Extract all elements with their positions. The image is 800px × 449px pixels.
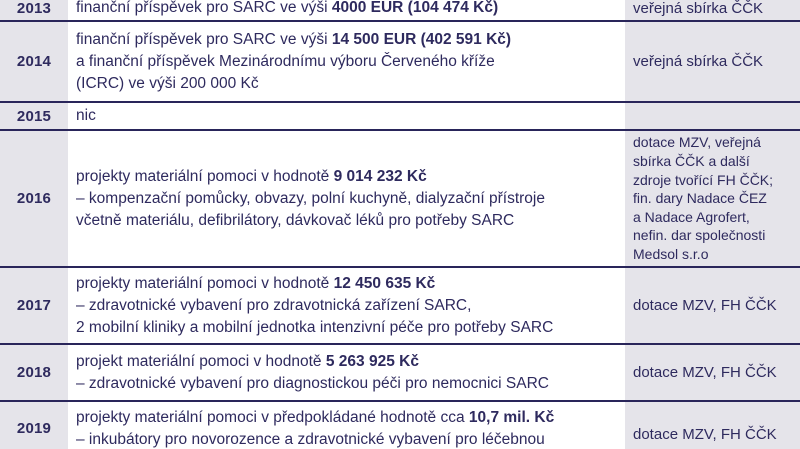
year-cell (0, 268, 68, 343)
year-cell (0, 0, 68, 20)
description-line: – zdravotnické vybavení pro diagnostickou péči pro nemocnici SARC (76, 374, 549, 392)
table-row-2018 (0, 345, 800, 402)
description-line: nic (76, 107, 96, 124)
year-cell (0, 345, 68, 400)
description-line (76, 0, 621, 19)
description-text: finanční příspěvek pro SARC ve výši (76, 30, 332, 48)
year-label: 2013 (16, 0, 52, 17)
amount-text: 14 500 EUR (402 591 Kč) (331, 30, 512, 48)
year-cell (0, 22, 68, 101)
description-cell (68, 268, 625, 343)
description-cell (68, 22, 625, 101)
description-line: včetně materiálu, defibrilátory, dávkovač léků pro potřeby SARC (76, 211, 515, 229)
source-line: Medsol s.r.o (633, 245, 709, 262)
table-row-2014 (0, 22, 800, 103)
source-cell (625, 268, 800, 343)
description-line: 2 mobilní kliniky a mobilní jednotka intenzivní péče pro potřeby SARC (76, 318, 554, 336)
source-text: veřejná sbírka ČČK (633, 53, 764, 70)
year-label: 2017 (16, 297, 52, 314)
year-label: 2016 (16, 190, 52, 207)
year-label: 2014 (16, 53, 52, 70)
description-line (76, 407, 621, 429)
description-line (76, 351, 621, 373)
year-label: 2019 (16, 420, 52, 437)
amount-text: 10,7 mil. Kč (468, 409, 555, 426)
source-text: dotace MZV, FH ČČK (633, 426, 777, 443)
table-row-2019 (0, 402, 800, 449)
description-text: projekty materiální pomoci v předpokládané hodnotě cca (76, 409, 469, 426)
source-cell (625, 131, 800, 266)
source-cell (625, 22, 800, 101)
source-text: dotace MZV, FH ČČK (633, 297, 777, 314)
source-cell (625, 0, 800, 20)
description-line (76, 166, 621, 188)
year-cell (0, 402, 68, 449)
description-cell (68, 345, 625, 400)
source-line: fin. dary Nadace ČEZ (633, 190, 767, 207)
amount-text: 5 263 925 Kč (325, 352, 419, 370)
source-text: dotace MZV, FH ČČK (633, 364, 777, 381)
description-cell (68, 402, 625, 449)
source-text: veřejná sbírka ČČK (633, 0, 764, 17)
description-cell (68, 131, 625, 266)
description-line (76, 29, 621, 51)
year-cell (0, 103, 68, 129)
description-line: (ICRC) ve výši 200 000 Kč (76, 74, 259, 92)
description-text: projekty materiální pomoci v hodnotě (76, 274, 334, 292)
description-line (76, 273, 621, 295)
description-line: – kompenzační pomůcky, obvazy, polní kuchyně, dialyzační přístroje (76, 189, 545, 207)
year-cell (0, 131, 68, 266)
source-line: sbírka ČČK a další (633, 153, 750, 170)
table-row-2015 (0, 103, 800, 131)
source-cell (625, 103, 800, 129)
description-line: – inkubátory pro novorozence a zdravotnické vybavení pro léčebnou (76, 431, 545, 448)
year-label: 2015 (16, 107, 52, 125)
source-line: dotace MZV, veřejná (633, 134, 761, 151)
source-line: nefin. dar společnosti (633, 227, 766, 244)
source-line: a Nadace Agrofert, (633, 208, 750, 225)
amount-text: 4000 EUR (104 474 Kč) (331, 0, 499, 16)
description-line: – zdravotnické vybavení pro zdravotnická zařízení SARC, (76, 296, 472, 314)
description-text: projekty materiální pomoci v hodnotě (76, 167, 334, 185)
table-row-2017 (0, 268, 800, 345)
description-text: projekt materiální pomoci v hodnotě (76, 352, 326, 370)
description-cell (68, 0, 625, 20)
year-label: 2018 (16, 364, 52, 381)
description-text: finanční příspěvek pro SARC ve výši (76, 0, 332, 16)
amount-text: 12 450 635 Kč (333, 274, 436, 292)
amount-text: 9 014 232 Kč (333, 167, 427, 185)
table-row-2013 (0, 0, 800, 22)
source-cell (625, 345, 800, 400)
source-line: zdroje tvořící FH ČČK; (633, 171, 774, 188)
source-cell (625, 402, 800, 449)
description-cell (68, 103, 625, 129)
description-line: a finanční příspěvek Mezinárodnímu výboru Červeného kříže (76, 52, 495, 70)
table-row-2016 (0, 131, 800, 268)
